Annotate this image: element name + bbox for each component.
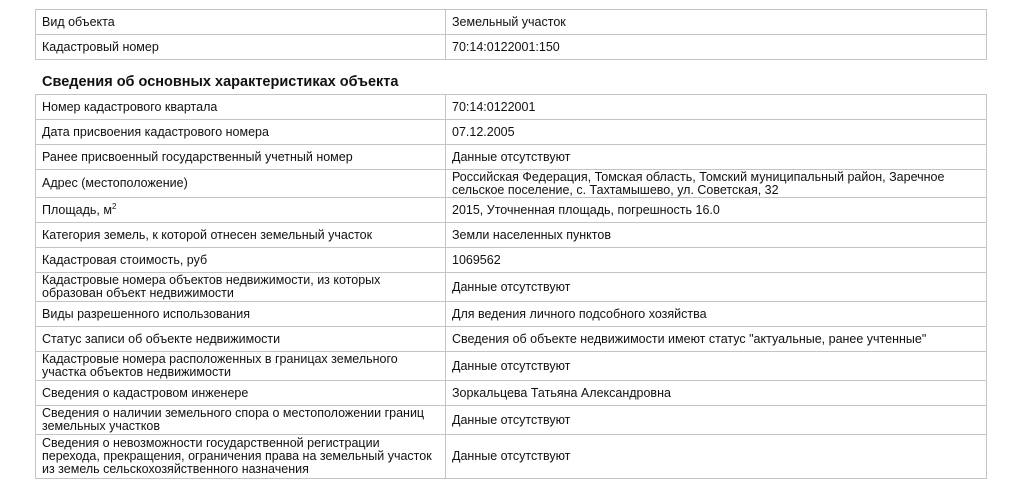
row-value: Зоркальцева Татьяна Александровна	[446, 381, 987, 406]
table-row	[36, 273, 987, 302]
row-label: Сведения о наличии земельного спора о местоположении границ земельных участков	[36, 406, 446, 435]
row-label: Вид объекта	[36, 10, 446, 35]
row-value: Данные отсутствуют	[446, 435, 987, 479]
table-row	[36, 381, 987, 406]
row-label: Дата присвоения кадастрового номера	[36, 120, 446, 145]
row-value: Данные отсутствуют	[446, 406, 987, 435]
table-row	[36, 10, 987, 35]
row-value: 70:14:0122001:150	[446, 35, 987, 60]
row-label: Адрес (местоположение)	[36, 170, 446, 198]
table-row	[36, 248, 987, 273]
table-row	[36, 35, 987, 60]
row-value: 07.12.2005	[446, 120, 987, 145]
row-value: Сведения об объекте недвижимости имеют статус "актуальные, ранее учтенные"	[446, 327, 987, 352]
row-label: Кадастровый номер	[36, 35, 446, 60]
row-value: 70:14:0122001	[446, 95, 987, 120]
row-label: Категория земель, к которой отнесен земельный участок	[36, 223, 446, 248]
row-value: Земельный участок	[446, 10, 987, 35]
table-row	[36, 223, 987, 248]
row-label: Номер кадастрового квартала	[36, 95, 446, 120]
table-row	[36, 352, 987, 381]
table-row	[36, 198, 987, 223]
row-label: Сведения о кадастровом инженере	[36, 381, 446, 406]
table-row	[36, 145, 987, 170]
row-label: Ранее присвоенный государственный учетный номер	[36, 145, 446, 170]
row-label: Кадастровая стоимость, руб	[36, 248, 446, 273]
row-label: Кадастровые номера объектов недвижимости, из которых образован объект недвижимости	[36, 273, 446, 302]
row-label: Виды разрешенного использования	[36, 302, 446, 327]
row-label: Кадастровые номера расположенных в границах земельного участка объектов недвижимости	[36, 352, 446, 381]
row-label: Статус записи об объекте недвижимости	[36, 327, 446, 352]
row-value: Земли населенных пунктов	[446, 223, 987, 248]
label-text: Площадь, м	[42, 202, 112, 217]
section-title: Сведения об основных характеристиках объекта	[42, 74, 399, 90]
row-value: Данные отсутствуют	[446, 273, 987, 302]
table-row	[36, 327, 987, 352]
row-value: Для ведения личного подсобного хозяйства	[446, 302, 987, 327]
table-row	[36, 406, 987, 435]
table-row	[36, 95, 987, 120]
table-row	[36, 170, 987, 198]
row-value: Данные отсутствуют	[446, 145, 987, 170]
unit-superscript: 2	[111, 201, 117, 211]
characteristics-table	[35, 94, 987, 479]
row-label	[36, 198, 446, 223]
table-row	[36, 120, 987, 145]
row-value: Данные отсутствуют	[446, 352, 987, 381]
row-label: Сведения о невозможности государственной регистрации перехода, прекращения, ограничения права на земельный участок из земель сельскохозяйственного назначения	[36, 435, 446, 479]
object-summary-table	[35, 9, 987, 60]
row-value: 2015, Уточненная площадь, погрешность 16.0	[446, 198, 987, 223]
row-value: 1069562	[446, 248, 987, 273]
row-value: Российская Федерация, Томская область, Томский муниципальный район, Заречное сельское поселение, с. Тахтамышево, ул. Советская, 32	[446, 170, 987, 198]
table-row	[36, 302, 987, 327]
